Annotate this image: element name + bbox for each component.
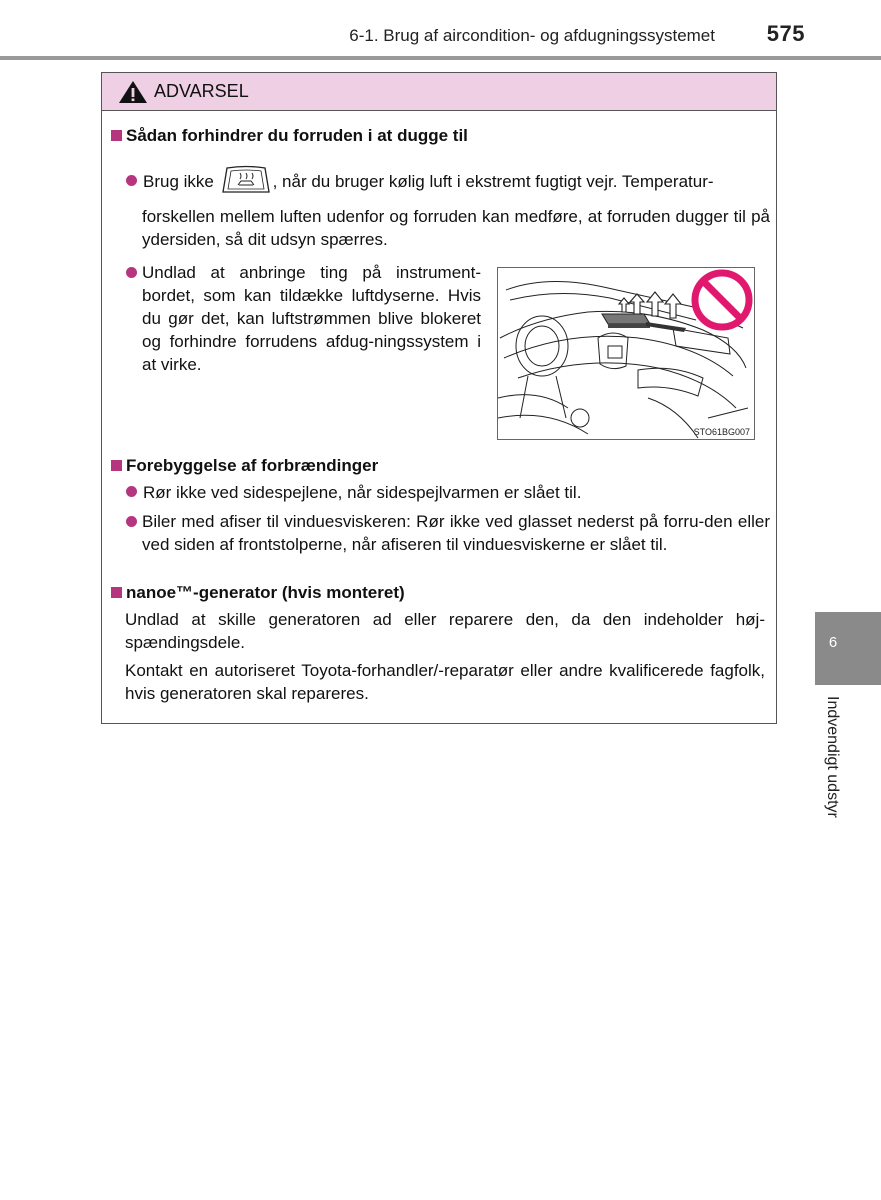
chapter-title: 6-1. Brug af aircondition- og afdugningssystemet [349, 26, 715, 45]
bullet-text: Undlad at anbringe ting på instrument-bordet, som kan tildække luftdyserne. Hvis du gør det, kan luftstrømmen blive blokeret og forhindre forrudens afdug-ningssystem i at virke. [142, 263, 481, 374]
bullet-dot-icon [126, 486, 137, 497]
nanoe-paragraph-1: Undlad at skille generatoren ad eller reparere den, da den indeholder høj-spændingsdele. [125, 610, 765, 652]
page-number: 575 [766, 21, 805, 46]
header-divider [0, 56, 881, 60]
dashboard-object [602, 314, 650, 328]
bullet-side-mirrors [126, 481, 581, 504]
bullet-text: Brug ikke [143, 172, 214, 191]
bullet-dashboard-items [126, 261, 481, 376]
bullet-wiper-deicer [126, 510, 770, 556]
section-square-icon [111, 460, 122, 471]
bullet-dot-icon [126, 175, 137, 186]
bullet-defogger-continuation: forskellen mellem luften udenfor og forruden kan medføre, at forruden dugger til på ydersiden, så dit udsyn spærres. [142, 207, 770, 249]
dashboard-illustration [497, 267, 755, 440]
bullet-defogger [126, 170, 714, 195]
nanoe-paragraph-2: Kontakt en autoriseret Toyota-forhandler/-reparatør eller andre kvalificerede fagfolk, hvis generatoren skal repareres. [125, 661, 765, 703]
warning-box [101, 72, 777, 724]
warning-triangle-icon [118, 80, 148, 104]
section-title-nanoe [111, 583, 405, 603]
bullet-text: Biler med afiser til vinduesviskeren: Rør ikke ved glasset nederst på forru-den eller ved siden af frontstolperne, når afiseren til vinduesviskerne er slået til. [142, 512, 770, 554]
windshield-defogger-button-icon [221, 165, 271, 195]
bullet-dot-icon [126, 267, 137, 278]
section-title-burns [111, 456, 378, 476]
warning-header [102, 73, 776, 111]
section-title-text: Sådan forhindrer du forruden i at dugge til [126, 126, 468, 145]
prohibited-icon [695, 273, 749, 327]
section-square-icon [111, 587, 122, 598]
bullet-text-after: , når du bruger kølig luft i ekstremt fugtigt vejr. Temperatur- [272, 172, 714, 191]
chapter-side-tab [815, 612, 881, 685]
bullet-text: Rør ikke ved sidespejlene, når sidespejlvarmen er slået til. [143, 483, 582, 502]
car-dashboard-drawing [498, 268, 755, 440]
section-title-text: nanoe™-generator (hvis monteret) [126, 583, 405, 602]
bullet-dot-icon [126, 516, 137, 527]
section-title-text: Forebyggelse af forbrændinger [126, 456, 379, 475]
chapter-side-label: Indvendigt udstyr [824, 696, 841, 818]
section-square-icon [111, 130, 122, 141]
illustration-code: STO61BG007 [693, 427, 750, 437]
warning-label: ADVARSEL [154, 81, 249, 101]
section-title-defog [111, 126, 468, 146]
chapter-number: 6 [828, 634, 838, 651]
